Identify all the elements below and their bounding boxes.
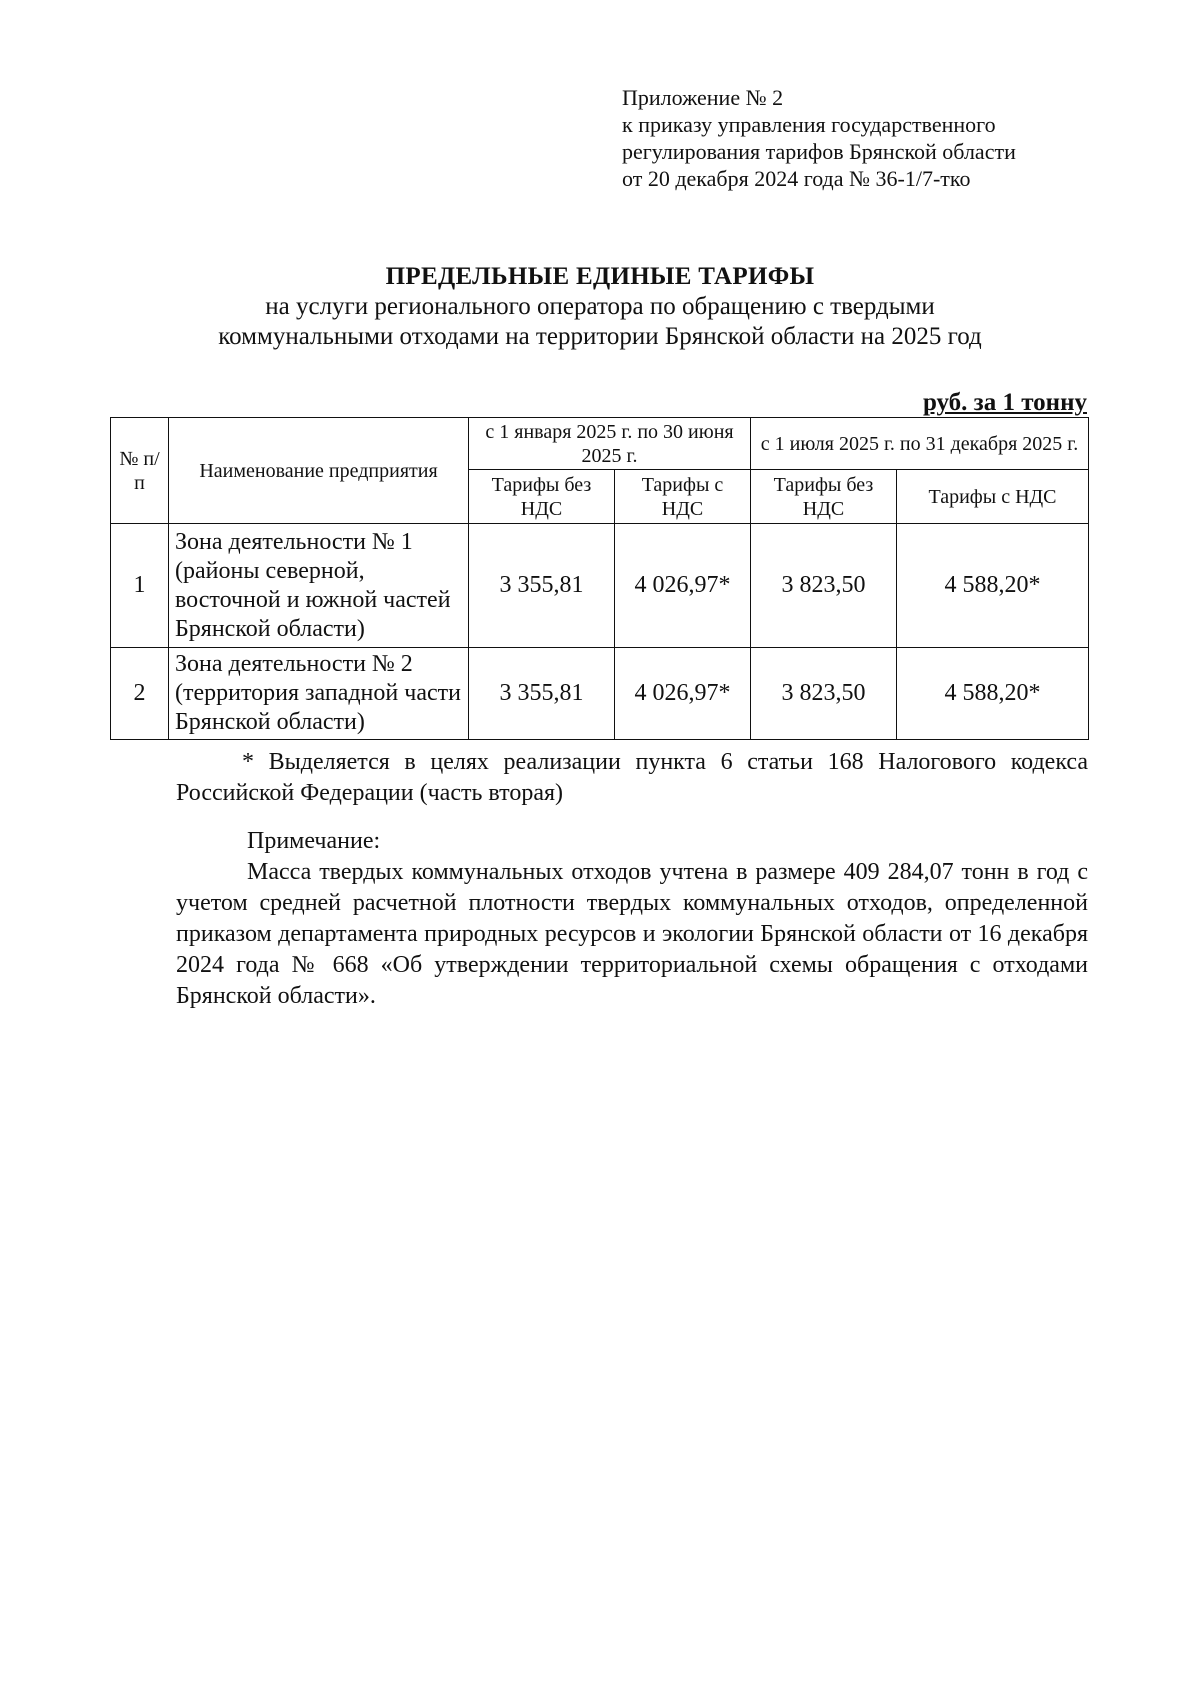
row-p1-with-vat: 4 026,97* [615, 524, 751, 648]
row-enterprise-name: Зона деятельности № 2 (территория западной части Брянской области) [169, 648, 469, 740]
table-header-row [111, 418, 1089, 470]
row-enterprise-name: Зона деятельности № 1 (районы северной, восточной и южной частей Брянской области) [169, 524, 469, 648]
row-p1-with-vat: 4 026,97* [615, 648, 751, 740]
appendix-date: от 20 декабря 2024 года № 36-1/7-тко [622, 166, 971, 191]
header-p2-no-vat: Тарифы без НДС [751, 470, 897, 524]
vat-footnote: * Выделяется в целях реализации пункта 6 статьи 168 Налогового кодекса Российской Федерации (часть вторая) [176, 749, 1088, 806]
table-row [111, 524, 1089, 648]
row-p1-no-vat: 3 355,81 [469, 648, 615, 740]
appendix-order-ref: к приказу управления государственного [622, 112, 996, 137]
appendix-header [622, 84, 1016, 192]
row-number: 2 [111, 648, 169, 740]
header-p1-no-vat: Тарифы без НДС [469, 470, 615, 524]
header-number: № п/п [111, 418, 169, 524]
appendix-number: Приложение № 2 [622, 85, 784, 110]
title-subtitle-line1: на услуги регионального оператора по обращению с твердыми [265, 293, 935, 320]
note-text: Масса твердых коммунальных отходов учтена в размере 409 284,07 тонн в год с учетом средней расчетной плотности твердых коммунальных отходов, определенной приказом департамента природных ресурсов и экологии Брянской области от 16 декабря 2024 года № 668 «Об утверждении территориальной схемы обращения с отходами Брянской области». [176, 859, 1088, 1009]
tariff-table [110, 417, 1089, 740]
unit-label: руб. за 1 тонну [922, 389, 1087, 416]
row-p2-with-vat: 4 588,20* [897, 648, 1089, 740]
table-row [111, 648, 1089, 740]
row-p2-no-vat: 3 823,50 [751, 648, 897, 740]
document-title [110, 262, 1090, 352]
note-label: Примечание: [247, 828, 381, 854]
header-period-2: с 1 июля 2025 г. по 31 декабря 2025 г. [751, 418, 1089, 470]
row-p1-no-vat: 3 355,81 [469, 524, 615, 648]
header-period-1: с 1 января 2025 г. по 30 июня 2025 г. [469, 418, 751, 470]
header-enterprise-name: Наименование предприятия [169, 418, 469, 524]
row-p2-no-vat: 3 823,50 [751, 524, 897, 648]
header-p1-with-vat: Тарифы с НДС [615, 470, 751, 524]
title-subtitle-line2: коммунальными отходами на территории Брянской области на 2025 год [218, 323, 982, 350]
title-main: ПРЕДЕЛЬНЫЕ ЕДИНЫЕ ТАРИФЫ [385, 263, 815, 290]
row-p2-with-vat: 4 588,20* [897, 524, 1089, 648]
row-number: 1 [111, 524, 169, 648]
header-p2-with-vat: Тарифы с НДС [897, 470, 1089, 524]
note-block [176, 826, 1088, 1012]
appendix-authority: регулирования тарифов Брянской области [622, 139, 1016, 164]
